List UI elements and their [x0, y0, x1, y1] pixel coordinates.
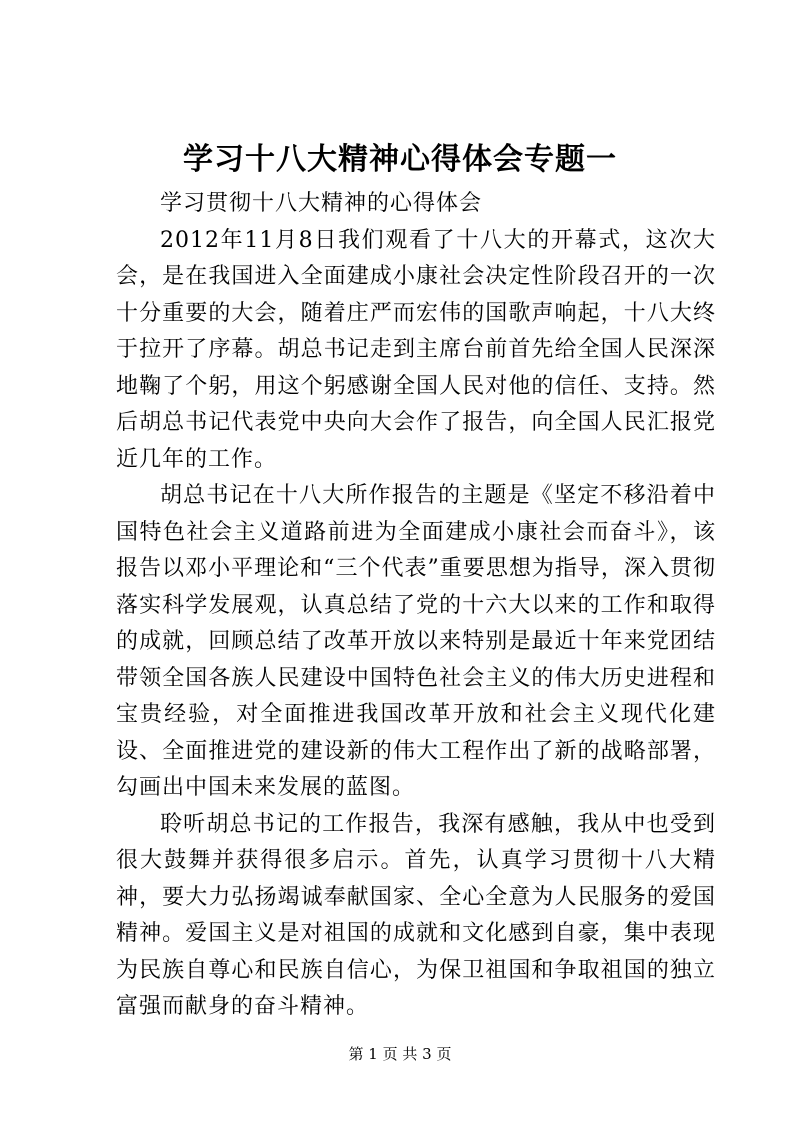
paragraph-3: 聆听胡总书记的工作报告，我深有感触，我从中也受到很大鼓舞并获得很多启示。首先，认真学习贯彻十八大精神，要大力弘扬竭诚奉献国家、全心全意为人民服务的爱国精神。爱国主义是对祖国的成就和文化感到自豪，集中表现为民族自尊心和民族自信心，为保卫祖国和争取祖国的独立富强而献身的奋斗精神。: [116, 811, 716, 1019]
paragraph-2: 胡总书记在十八大所作报告的主题是《坚定不移沿着中国特色社会主义道路前进为全面建成小康社会而奋斗》，该报告以邓小平理论和“三个代表”重要思想为指导，深入贯彻落实科学发展观，认真总结了党的十六大以来的工作和取得的成就，回顾总结了改革开放以来特别是最近十年来党团结带领全国各族人民建设中国特色社会主义的伟大历史进程和宝贵经验，对全面推进我国改革开放和社会主义现代化建设、全面推进党的建设新的伟大工程作出了新的战略部署，勾画出中国未来发展的蓝图。: [116, 483, 716, 800]
document-subtitle: 学习贯彻十八大精神的心得体会: [160, 191, 483, 216]
document-title: 学习十八大精神心得体会专题一: [183, 142, 617, 177]
document-body: [116, 186, 716, 1026]
page-number-footer: 第 1 页 共 3 页: [348, 1045, 452, 1063]
paragraph-1: 2012年11月8日我们观看了十八大的开幕式，这次大会，是在我国进入全面建成小康社会决定性阶段召开的一次十分重要的大会，随着庄严而宏伟的国歌声响起，十八大终于拉开了序幕。胡总书记走到主席台前首先给全国人民深深地鞠了个躬，用这个躬感谢全国人民对他的信任、支持。然后胡总书记代表党中央向大会作了报告，向全国人民汇报党近几年的工作。: [116, 227, 716, 472]
